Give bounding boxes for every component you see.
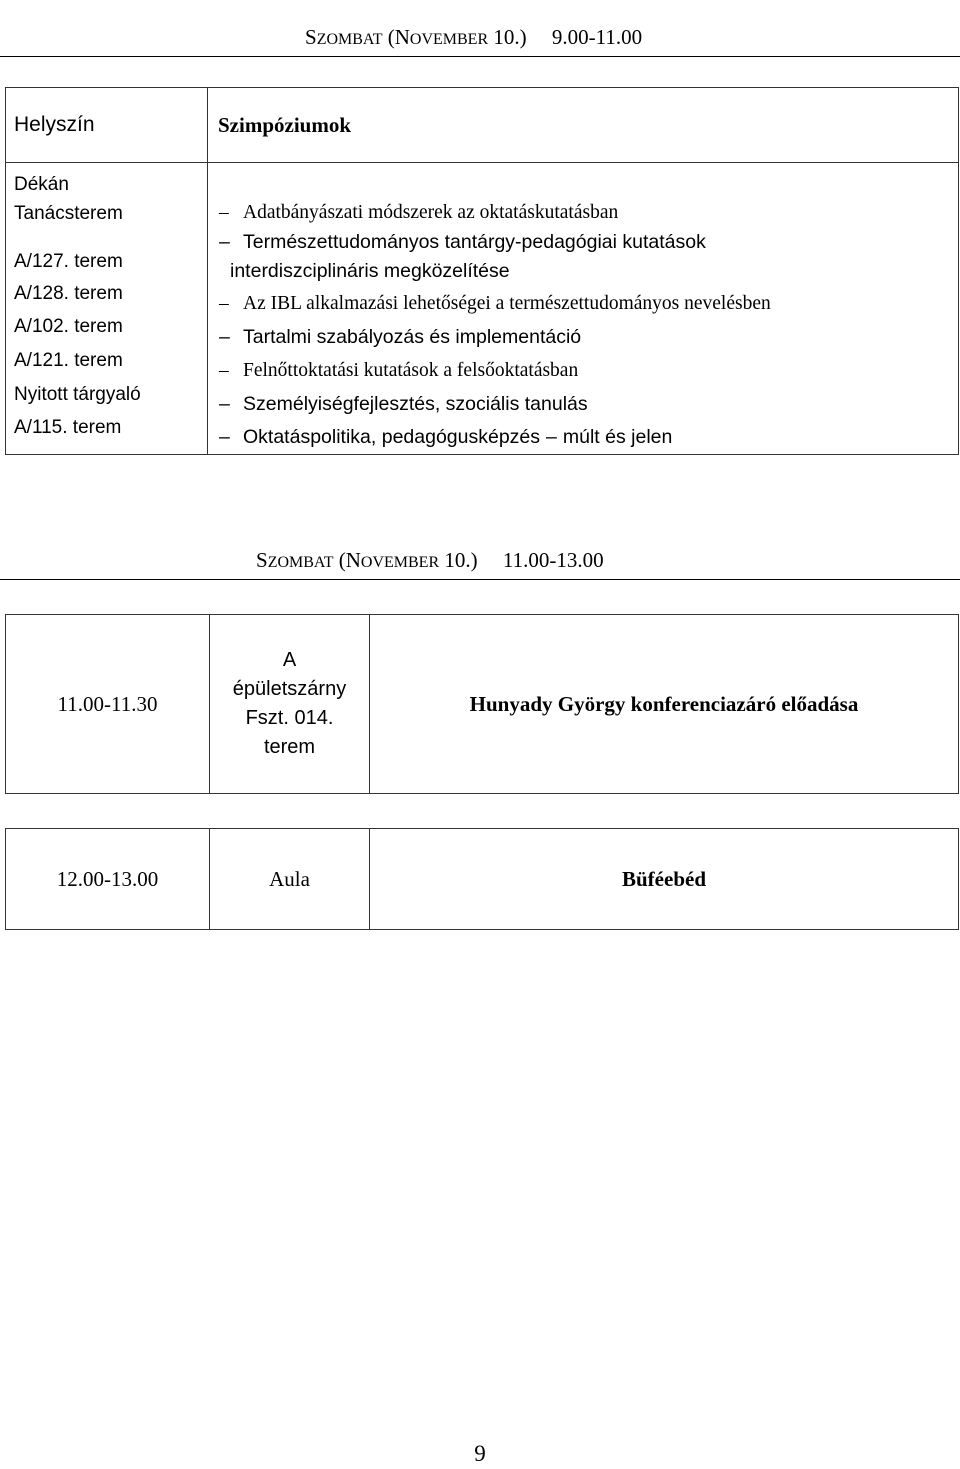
closing-location-line: A — [282, 649, 297, 671]
topic-text: múlt és jelen — [562, 426, 673, 448]
lunch-event: Büféebéd — [370, 829, 959, 930]
session-heading-1-text — [305, 25, 642, 50]
heading-1-date-rest: OVEMBER — [409, 31, 489, 48]
heading-2-day-rest: ZOMBAT — [267, 554, 334, 571]
location-item: A/121. terem — [14, 350, 123, 371]
topic-item — [219, 321, 958, 354]
topic-dash: – — [219, 202, 229, 223]
symposia-table — [5, 87, 959, 455]
topic-text: Tartalmi szabályozás és implementáció — [243, 326, 582, 348]
topic-dash: – — [219, 231, 230, 253]
closing-time: 11.00-11.30 — [6, 615, 210, 794]
lunch-table — [5, 828, 959, 930]
closing-event: Hunyady György konferenciazáró előadása — [370, 615, 959, 794]
col-header-location: Helyszín — [6, 88, 208, 163]
topic-item — [219, 286, 958, 321]
topic-item — [219, 388, 958, 421]
heading-2-day: SZOMBAT — [256, 548, 334, 572]
heading-2-time: 11.00-13.00 — [502, 548, 604, 572]
lunch-location: Aula — [210, 829, 370, 930]
location-item: Dékán — [14, 174, 69, 195]
location-item: A/115. terem — [14, 417, 122, 438]
heading-2-date-rest: OVEMBER — [360, 554, 440, 571]
location-list — [6, 163, 208, 455]
session-heading-1 — [0, 0, 960, 57]
closing-location-line: épületszárny — [232, 678, 347, 700]
table-body-row — [6, 163, 959, 455]
page-number: 9 — [474, 1441, 486, 1466]
location-item: A/102. terem — [14, 316, 123, 337]
topic-text: Az IBL alkalmazási lehetőségei a természettudományos nevelésben — [243, 293, 771, 314]
session-heading-2 — [0, 514, 960, 580]
topic-dash: – — [219, 393, 230, 415]
topic-text: Adatbányászati módszerek az oktatáskutatásban — [243, 202, 619, 223]
topic-item — [219, 354, 958, 388]
topic-dash: – — [546, 426, 557, 448]
topic-dash: – — [219, 326, 230, 348]
heading-1-day: SZOMBAT — [305, 25, 383, 49]
topic-item — [219, 228, 958, 257]
table-header-row — [6, 88, 959, 163]
topic-dash: – — [219, 426, 230, 448]
closing-lecture-table — [5, 614, 959, 794]
topic-list — [208, 163, 959, 455]
lunch-row — [6, 829, 959, 930]
location-item: Nyitott tárgyaló — [14, 384, 141, 405]
location-item: A/128. terem — [14, 283, 123, 304]
location-item: A/127. terem — [14, 251, 123, 272]
topic-item-continuation — [219, 257, 958, 286]
topic-text: Személyiségfejlesztés, szociális tanulás — [243, 393, 588, 415]
closing-row — [6, 615, 959, 794]
topic-text: interdiszciplináris megközelítése — [230, 260, 510, 282]
col-header-symposia: Szimpóziumok — [208, 88, 959, 163]
topic-item — [219, 421, 958, 454]
session-heading-2-text — [256, 548, 604, 573]
topic-dash: – — [219, 293, 229, 314]
closing-location — [210, 615, 370, 794]
heading-1-time: 9.00-11.00 — [551, 25, 643, 49]
heading-2-date: (NOVEMBER 10.) — [338, 548, 478, 572]
topic-text: Oktatáspolitika, pedagógusképzés — [243, 426, 541, 448]
location-item: Tanácsterem — [14, 203, 123, 224]
topic-text: Természettudományos tantárgy-pedagógiai kutatások — [243, 231, 706, 253]
heading-1-day-rest: ZOMBAT — [316, 31, 383, 48]
closing-location-line: terem — [263, 736, 316, 758]
topic-text: Felnőttoktatási kutatások a felsőoktatásban — [243, 360, 579, 381]
topic-dash: – — [219, 360, 229, 381]
heading-1-date: (NOVEMBER 10.) — [387, 25, 527, 49]
closing-location-line: Fszt. 014. — [245, 707, 334, 729]
topic-item — [219, 197, 958, 228]
lunch-time: 12.00-13.00 — [6, 829, 210, 930]
